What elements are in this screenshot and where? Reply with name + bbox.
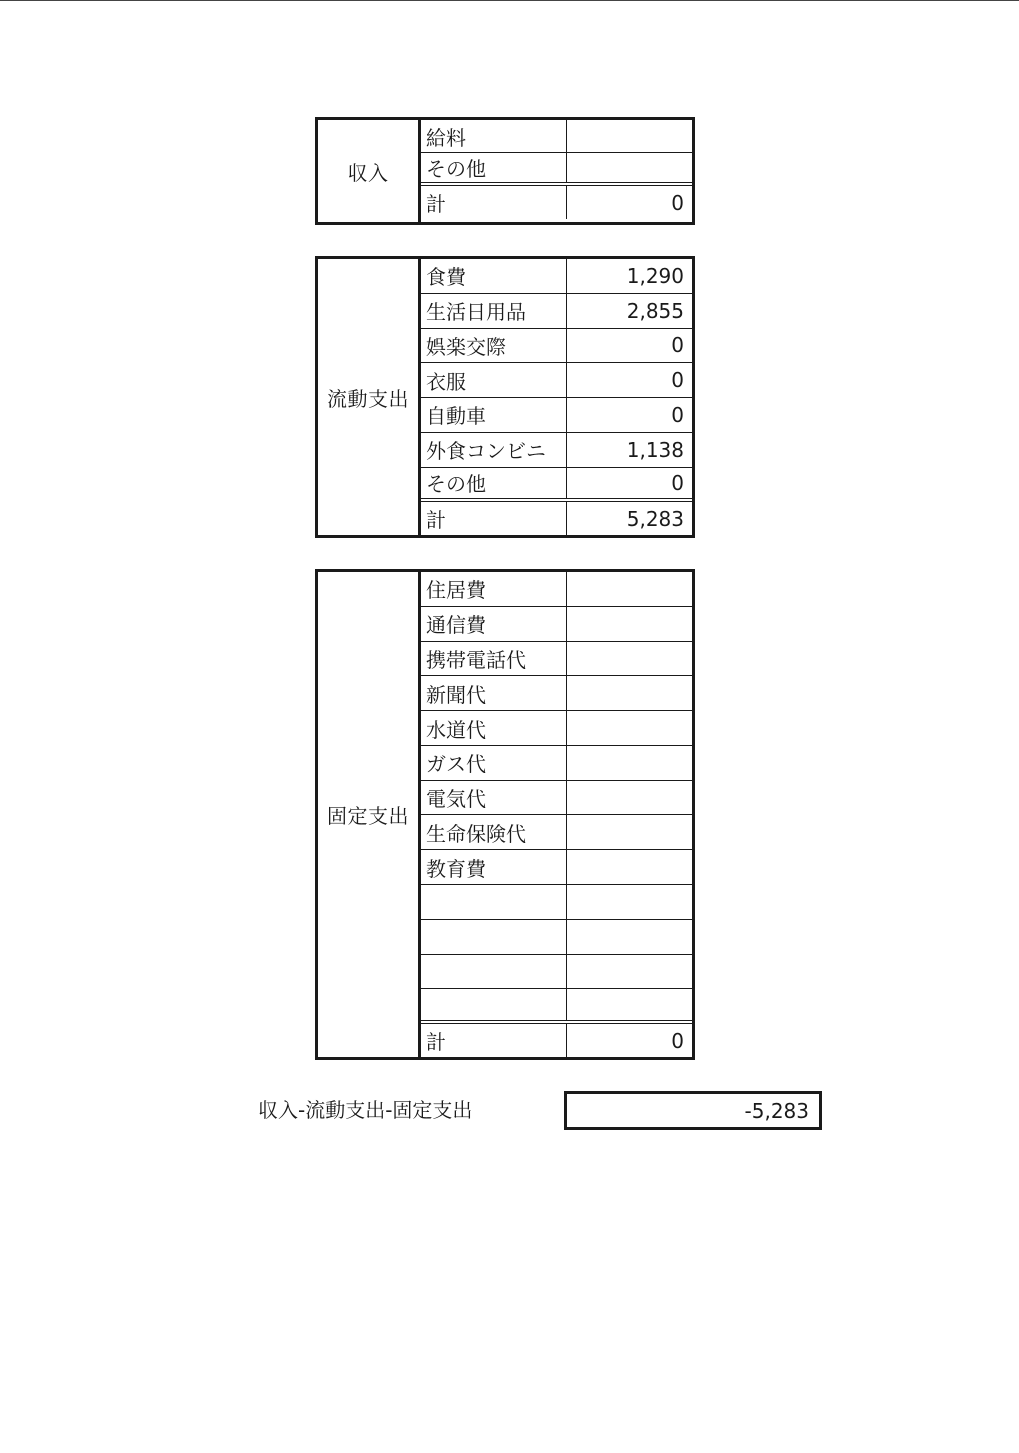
fixed-row-blank	[421, 920, 692, 955]
variable-row	[421, 398, 692, 433]
row-value-cell[interactable]	[567, 815, 692, 849]
row-value-cell[interactable]	[567, 920, 692, 954]
row-name: 電気代	[421, 781, 567, 815]
row-value-cell[interactable]	[567, 607, 692, 641]
row-value-cell[interactable]	[567, 781, 692, 815]
fixed-total-row	[421, 1024, 692, 1057]
fixed-row-blank	[421, 885, 692, 920]
row-name: 給料	[421, 120, 567, 152]
variable-row	[421, 329, 692, 364]
row-value-cell[interactable]: 1,290	[626, 263, 684, 288]
row-value-cell[interactable]: 1,138	[626, 437, 684, 462]
variable-section-label: 流動支出	[318, 259, 421, 535]
fixed-row	[421, 642, 692, 677]
row-value-cell[interactable]	[567, 153, 692, 182]
row-value-cell[interactable]	[567, 885, 692, 919]
income-total-row	[421, 186, 692, 219]
variable-row	[421, 433, 692, 468]
row-name-cell[interactable]	[421, 920, 567, 954]
row-value-cell[interactable]	[567, 572, 692, 606]
row-name: ガス代	[421, 746, 567, 780]
fixed-row-blank	[421, 989, 692, 1024]
variable-row	[421, 259, 692, 294]
row-name: 水道代	[421, 711, 567, 745]
income-row-other	[421, 153, 692, 186]
fixed-total-value: 0	[671, 1028, 684, 1053]
variable-expense-table	[315, 256, 695, 538]
row-name: 衣服	[421, 363, 567, 397]
row-value-cell[interactable]	[567, 850, 692, 884]
row-name: 教育費	[421, 850, 567, 884]
fixed-expense-table	[315, 569, 695, 1060]
variable-row	[421, 468, 692, 503]
row-name-cell[interactable]	[421, 989, 567, 1020]
page-top-rule	[0, 0, 1019, 1]
variable-row	[421, 294, 692, 329]
total-label: 計	[421, 1024, 567, 1057]
row-value-cell[interactable]	[567, 711, 692, 745]
row-name: その他	[421, 153, 567, 182]
row-name: 住居費	[421, 572, 567, 606]
row-value-cell[interactable]: 0	[671, 368, 684, 393]
row-name-cell[interactable]	[421, 955, 567, 989]
row-value-cell[interactable]	[567, 676, 692, 710]
row-value-cell[interactable]: 2,855	[626, 298, 684, 323]
balance-label: 収入-流動支出-固定支出	[258, 1098, 473, 1122]
row-name: 通信費	[421, 607, 567, 641]
income-rows	[421, 120, 692, 222]
income-total-value: 0	[671, 190, 684, 215]
fixed-row	[421, 572, 692, 607]
fixed-rows	[421, 572, 692, 1057]
balance-value: -5,283	[564, 1091, 822, 1130]
row-name: 生活日用品	[421, 294, 567, 328]
fixed-section-label: 固定支出	[318, 572, 421, 1057]
income-section-label: 収入	[318, 120, 421, 222]
income-table	[315, 117, 695, 225]
total-label: 計	[421, 502, 567, 535]
row-value-cell[interactable]	[567, 955, 692, 989]
fixed-row	[421, 746, 692, 781]
fixed-row	[421, 711, 692, 746]
row-value-cell[interactable]: 0	[671, 333, 684, 358]
row-value-cell[interactable]	[567, 120, 692, 152]
row-name: 新聞代	[421, 676, 567, 710]
row-name: 生命保険代	[421, 815, 567, 849]
row-name: 自動車	[421, 398, 567, 432]
variable-total-value: 5,283	[626, 506, 684, 531]
row-value-cell[interactable]: 0	[671, 470, 684, 495]
variable-rows	[421, 259, 692, 535]
fixed-row	[421, 607, 692, 642]
row-name: 娯楽交際	[421, 329, 567, 363]
fixed-row-blank	[421, 955, 692, 990]
row-value-cell[interactable]: 0	[671, 402, 684, 427]
row-name: 食費	[421, 259, 567, 293]
row-name: 外食コンビニ	[421, 433, 567, 467]
row-name: その他	[421, 468, 567, 499]
total-label: 計	[421, 186, 567, 219]
row-name: 携帯電話代	[421, 642, 567, 676]
variable-total-row	[421, 502, 692, 535]
fixed-row	[421, 815, 692, 850]
fixed-row	[421, 781, 692, 816]
row-value-cell[interactable]	[567, 642, 692, 676]
fixed-row	[421, 676, 692, 711]
row-value-cell[interactable]	[567, 746, 692, 780]
fixed-row	[421, 850, 692, 885]
row-value-cell[interactable]	[567, 989, 692, 1020]
income-row-salary	[421, 120, 692, 153]
variable-row	[421, 363, 692, 398]
row-name-cell[interactable]	[421, 885, 567, 919]
